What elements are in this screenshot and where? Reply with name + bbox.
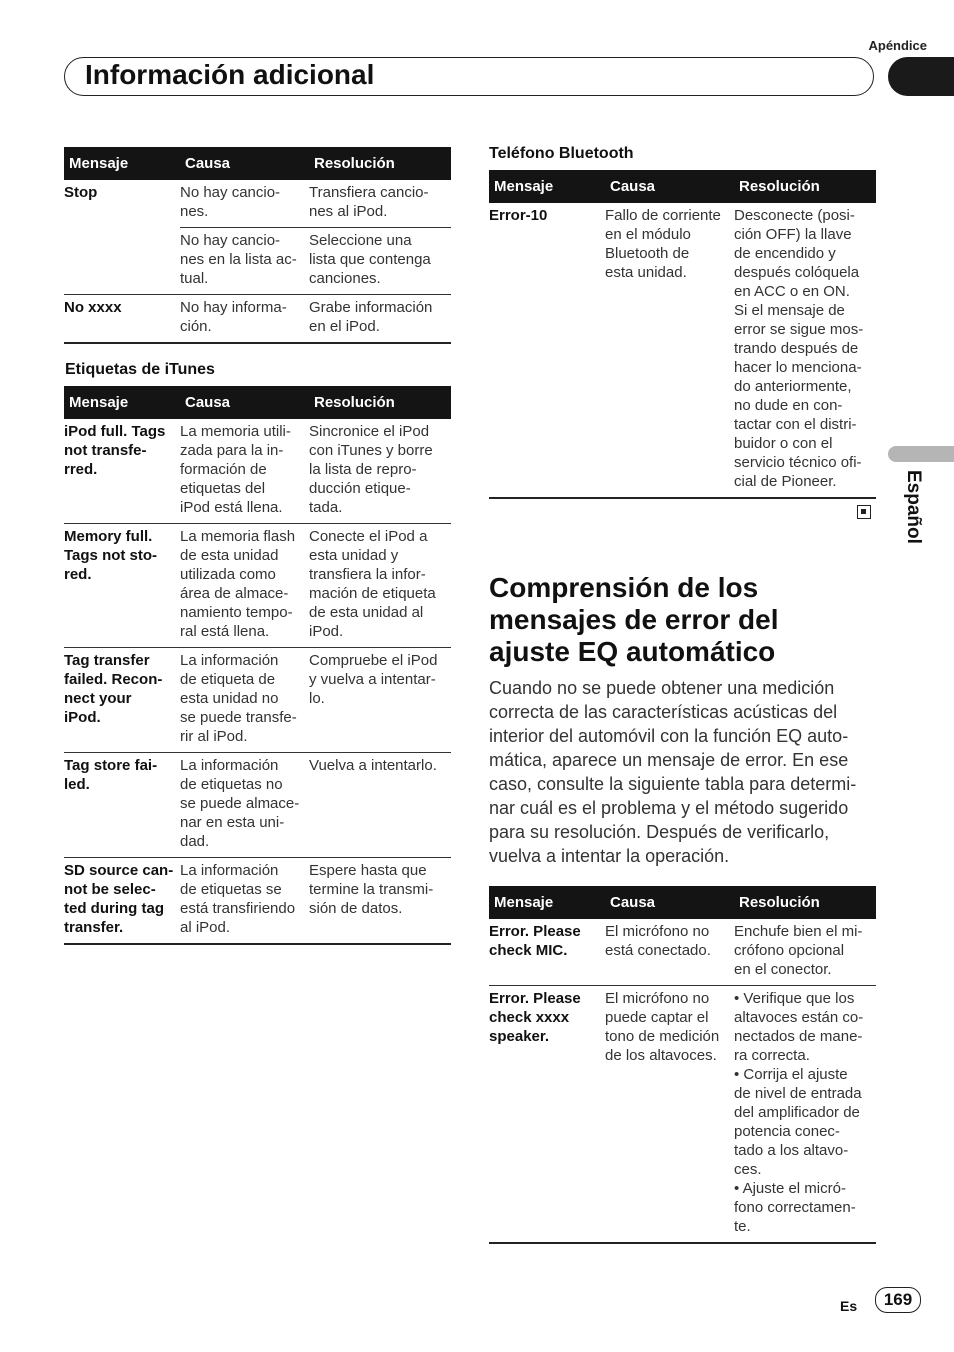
- chapter-tab: [888, 57, 954, 96]
- table-row: [64, 858, 451, 945]
- table-row: [64, 419, 451, 524]
- col-header-resolucion: Resolución: [309, 147, 451, 180]
- table-row: [64, 648, 451, 753]
- col-header-resolucion: Resolución: [309, 386, 451, 419]
- cell-causa: La información de etiqueta de esta unidad no se puede transfe- rir al iPod.: [180, 648, 309, 753]
- col-header-mensaje: Mensaje: [64, 147, 180, 180]
- cell-resolucion: Transfiera cancio- nes al iPod.: [309, 180, 451, 228]
- table-row: [64, 295, 451, 344]
- page-number: 169: [875, 1287, 921, 1313]
- cell-resolucion: • Verifique que los altavoces están co- nectados de mane- ra correcta. • Corrija el ajuste de nivel de entrada del amplificador de potencia conec- tado a los altavo- ces. • Ajuste el micró- fono correctamen- te.: [734, 986, 876, 1244]
- cell-resolucion: Sincronice el iPod con iTunes y borre la lista de repro- ducción etique- tada.: [309, 419, 451, 524]
- cell-causa: El micrófono no está conectado.: [605, 919, 734, 986]
- cell-resolucion: Vuelva a intentarlo.: [309, 753, 451, 858]
- table-row: [489, 919, 876, 986]
- table-row: [489, 986, 876, 1244]
- table-row: [64, 753, 451, 858]
- eq-paragraph: Cuando no se puede obtener una medición correcta de las características acústicas del interior del automóvil con la función EQ auto- mática, aparece un mensaje de error. En ese caso, consulte la siguiente tabla para determi- nar cuál es el problema y el método sugerido para su resolución. Después de verificarlo, vuelva a intentar la operación.: [489, 678, 857, 866]
- cell-causa: La memoria utili- zada para la in- formación de etiquetas del iPod está llena.: [180, 419, 309, 524]
- cell-mensaje: Tag transfer failed. Recon- nect your iPod.: [64, 648, 180, 753]
- cell-mensaje: Tag store fai- led.: [64, 753, 180, 858]
- col-header-causa: Causa: [180, 386, 309, 419]
- col-header-causa: Causa: [180, 147, 309, 180]
- cell-causa: No hay cancio- nes.: [180, 180, 309, 228]
- col-header-mensaje: Mensaje: [489, 886, 605, 919]
- cell-resolucion: Compruebe el iPod y vuelva a intentar- lo.: [309, 648, 451, 753]
- cell-resolucion: Conecte el iPod a esta unidad y transfiera la infor- mación de etiqueta de esta unidad al iPod.: [309, 524, 451, 648]
- language-tab: [888, 446, 954, 462]
- cell-resolucion: Espere hasta que termine la transmi- sión de datos.: [309, 858, 451, 945]
- cell-mensaje: iPod full. Tags not transfe- rred.: [64, 419, 180, 524]
- table-itunes: [64, 386, 451, 945]
- col-header-resolucion: Resolución: [734, 886, 876, 919]
- cell-causa: La información de etiquetas no se puede almace- nar en esta uni- dad.: [180, 753, 309, 858]
- table-bluetooth: [489, 170, 876, 499]
- col-header-causa: Causa: [605, 170, 734, 203]
- col-header-mensaje: Mensaje: [64, 386, 180, 419]
- cell-resolucion: Grabe información en el iPod.: [309, 295, 451, 344]
- cell-causa: No hay informa- ción.: [180, 295, 309, 344]
- cell-causa: El micrófono no puede captar el tono de medición de los altavoces.: [605, 986, 734, 1244]
- cell-causa: Fallo de corriente en el módulo Bluetooth de esta unidad.: [605, 203, 734, 498]
- bluetooth-label: Teléfono Bluetooth: [489, 145, 634, 162]
- col-header-mensaje: Mensaje: [489, 170, 605, 203]
- cell-causa: La memoria flash de esta unidad utilizada como área de almace- namiento tempo- ral está llena.: [180, 524, 309, 648]
- eq-heading: Comprensión de los mensajes de error del ajuste EQ automático: [489, 572, 779, 667]
- page-title: Información adicional: [85, 59, 375, 90]
- title-banner: [64, 57, 874, 96]
- cell-mensaje: Error. Please check xxxx speaker.: [489, 986, 605, 1244]
- cell-resolucion: Enchufe bien el mi- crófono opcional en el conector.: [734, 919, 876, 986]
- table-eq: [489, 886, 876, 1244]
- cell-mensaje: Error-10: [489, 203, 605, 498]
- end-mark-icon: [857, 505, 871, 519]
- cell-resolucion: Seleccione una lista que contenga canciones.: [309, 228, 451, 295]
- cell-causa: No hay cancio- nes en la lista ac- tual.: [180, 228, 309, 295]
- table-row: [489, 203, 876, 498]
- cell-mensaje: SD source can- not be selec- ted during tag transfer.: [64, 858, 180, 945]
- language-label: Español: [903, 470, 924, 544]
- section-label: Apéndice: [868, 38, 927, 53]
- col-header-causa: Causa: [605, 886, 734, 919]
- cell-causa: La información de etiquetas se está transfiriendo al iPod.: [180, 858, 309, 945]
- language-code: Es: [840, 1298, 858, 1314]
- itunes-label: Etiquetas de iTunes: [65, 361, 215, 378]
- col-header-resolucion: Resolución: [734, 170, 876, 203]
- cell-mensaje: Memory full. Tags not sto- red.: [64, 524, 180, 648]
- table-row: [64, 228, 451, 295]
- table-general: [64, 147, 451, 344]
- cell-mensaje: Error. Please check MIC.: [489, 919, 605, 986]
- cell-mensaje: Stop: [64, 184, 98, 201]
- cell-mensaje: [64, 228, 180, 295]
- cell-resolucion: Desconecte (posi- ción OFF) la llave de encendido y después colóquela en ACC o en ON. Si el mensaje de error se sigue mos- trando después de hacer lo menciona- do anteriormente, no dude en con- tactar con el distri- buidor o con el servicio técnico ofi- cial de Pioneer.: [734, 203, 876, 498]
- table-row: [64, 524, 451, 648]
- table-row: [64, 180, 451, 228]
- cell-mensaje: No xxxx: [64, 295, 180, 344]
